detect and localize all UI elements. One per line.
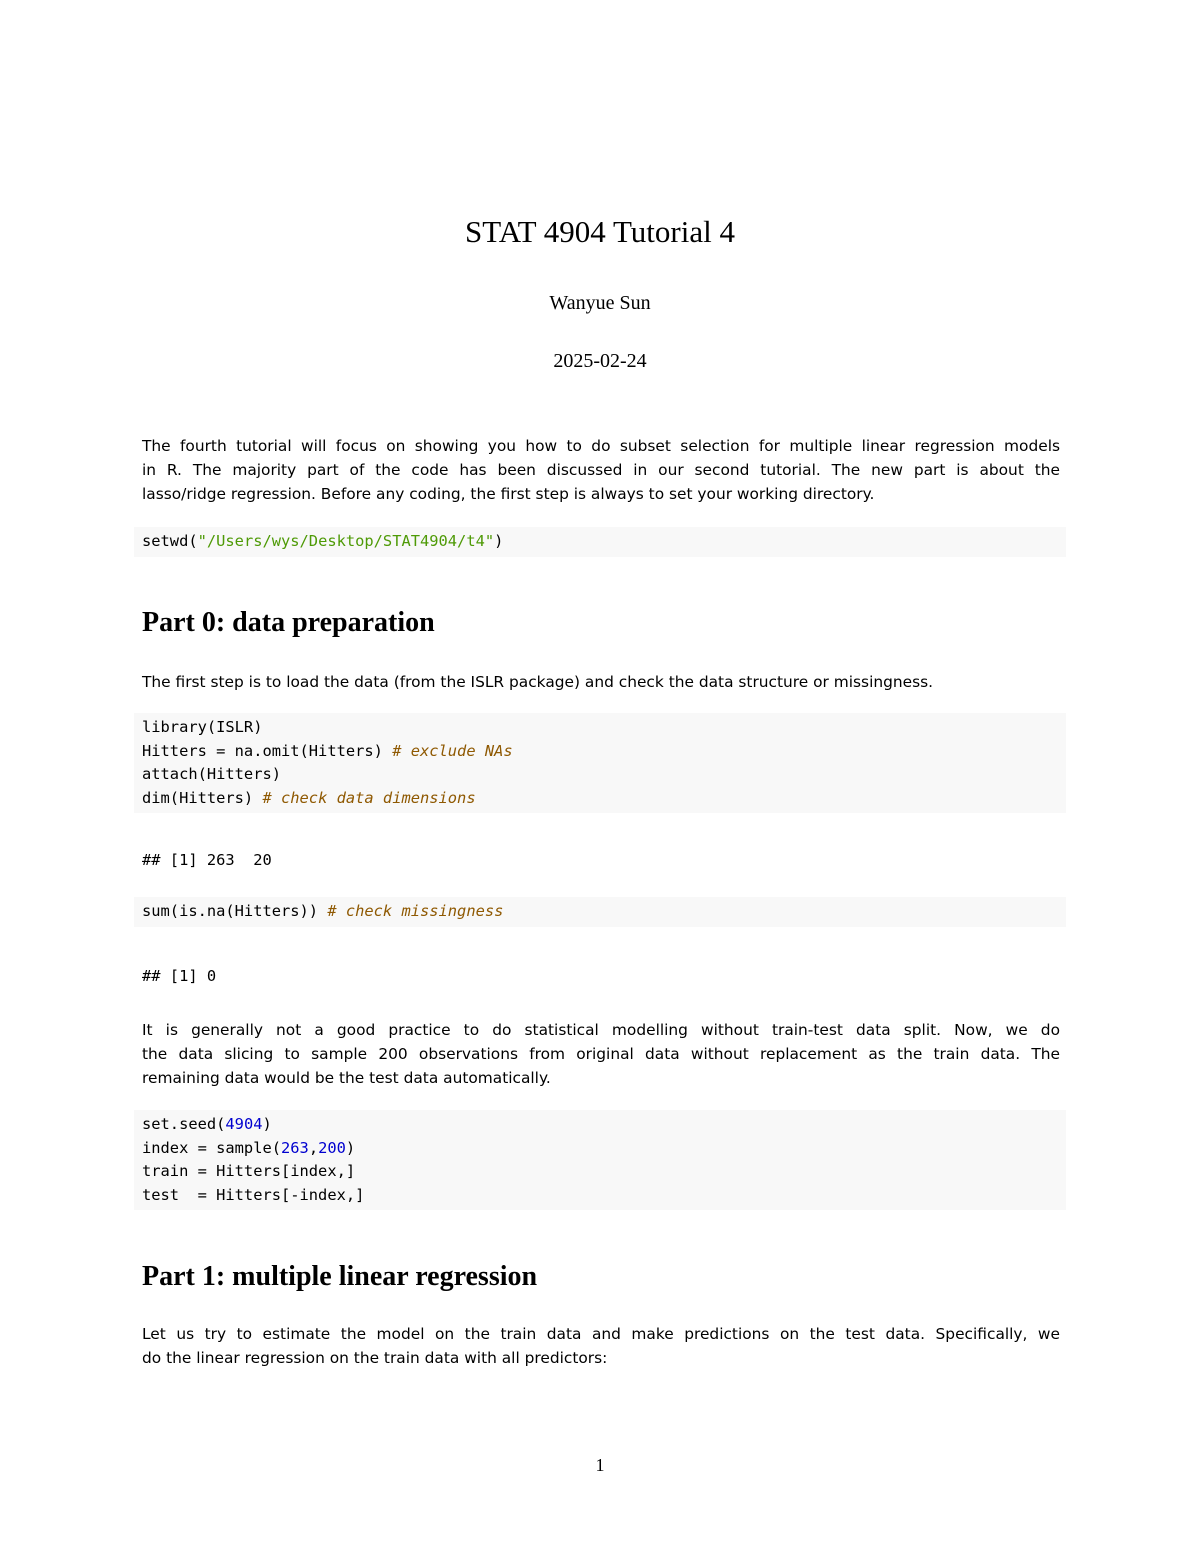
split-line: remaining data would be the test data automatically. xyxy=(142,1069,551,1087)
code-number: 263 xyxy=(281,1138,309,1157)
code-output-dim: ## [1] 263 20 xyxy=(142,851,272,869)
section-heading-part1: Part 1: multiple linear regression xyxy=(142,1261,538,1292)
document-author: Wanyue Sun xyxy=(549,292,651,314)
code-line: index = sample(263,200) xyxy=(142,1138,356,1157)
code-comment: # check missingness xyxy=(327,902,504,920)
code-line: Hitters = na.omit(Hitters) # exclude NAs xyxy=(142,741,513,760)
code-number: 200 xyxy=(318,1138,346,1157)
split-line: the data slicing to sample 200 observations from original data without replacement as the train data. The xyxy=(142,1045,1060,1063)
section-heading-part0: Part 0: data preparation xyxy=(142,607,435,638)
code-line: attach(Hitters) xyxy=(142,765,281,783)
intro-line: lasso/ridge regression. Before any coding, the first step is always to set your working directory. xyxy=(142,485,875,503)
code-line: set.seed(4904) xyxy=(142,1115,272,1133)
code-line: sum(is.na(Hitters)) # check missingness xyxy=(142,902,504,920)
split-paragraph xyxy=(142,1018,1060,1090)
split-line: It is generally not a good practice to do statistical modelling without train-test data split. Now, we do xyxy=(142,1021,1060,1039)
page-number: 1 xyxy=(595,1455,605,1475)
document-date: 2025-02-24 xyxy=(553,350,647,372)
code-number: 4904 xyxy=(225,1115,263,1133)
code-line: dim(Hitters) # check data dimensions xyxy=(142,788,476,807)
code-line: test = Hitters[-index,] xyxy=(142,1185,365,1204)
code-line: library(ISLR) xyxy=(142,718,263,736)
code-comment: # exclude NAs xyxy=(392,741,513,760)
code-block-split xyxy=(134,1110,1066,1210)
code-block-setwd xyxy=(134,527,1066,557)
part1-line: Let us try to estimate the model on the train data and make predictions on the test data. Specifically, we xyxy=(142,1325,1060,1343)
intro-paragraph xyxy=(142,434,1060,506)
part1-line: do the linear regression on the train data with all predictors: xyxy=(142,1349,608,1367)
part0-paragraph xyxy=(142,670,1060,694)
code-string: "/Users/wys/Desktop/STAT4904/t4" xyxy=(197,532,495,550)
document-title: STAT 4904 Tutorial 4 xyxy=(465,214,735,249)
intro-line: The fourth tutorial will focus on showing you how to do subset selection for multiple linear regression models xyxy=(142,437,1060,455)
code-output-missingness: ## [1] 0 xyxy=(142,967,217,985)
code-line: train = Hitters[index,] xyxy=(142,1162,356,1180)
part1-paragraph xyxy=(142,1322,1060,1370)
intro-line: in R. The majority part of the code has been discussed in our second tutorial. The new part is about the xyxy=(142,461,1060,479)
code-comment: # check data dimensions xyxy=(262,788,476,807)
code-block-load-data xyxy=(134,713,1066,813)
code-block-missingness xyxy=(134,897,1066,927)
part0-line: The first step is to load the data (from the ISLR package) and check the data structure or missingness. xyxy=(142,673,934,691)
code-line: setwd("/Users/wys/Desktop/STAT4904/t4") xyxy=(142,532,504,550)
